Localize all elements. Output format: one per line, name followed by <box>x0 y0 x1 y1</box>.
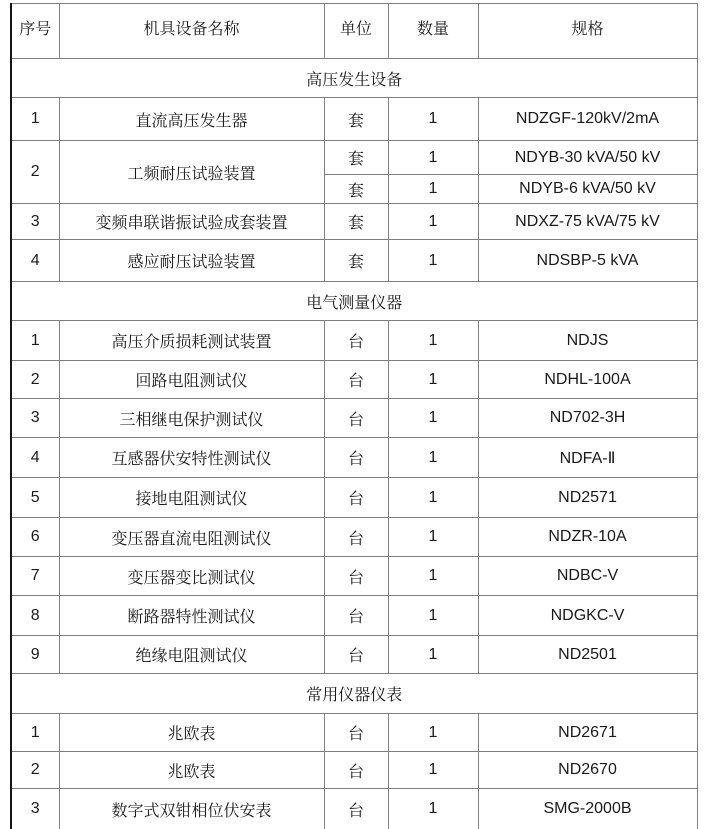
quantity-cell: 1 <box>388 240 478 282</box>
spec-cell: NDZGF-120kV/2mA <box>478 98 697 141</box>
row-serial-cell: 5 <box>11 478 59 518</box>
table-row <box>11 557 697 596</box>
unit-cell: 台 <box>324 518 388 557</box>
quantity-cell: 1 <box>388 141 478 175</box>
spec-cell: NDYB-30 kVA/50 kV <box>478 141 697 175</box>
unit-cell: 台 <box>324 557 388 596</box>
equipment-name-cell: 断路器特性测试仪 <box>59 596 324 636</box>
row-serial-cell: 4 <box>11 240 59 282</box>
spec-cell: NDGKC-V <box>478 596 697 636</box>
quantity-cell: 1 <box>388 596 478 636</box>
unit-cell: 台 <box>324 438 388 478</box>
spec-cell: NDHL-100A <box>478 361 697 399</box>
row-serial-cell: 8 <box>11 596 59 636</box>
spec-cell: NDBC-V <box>478 557 697 596</box>
equipment-name-cell: 变频串联谐振试验成套装置 <box>59 204 324 240</box>
section-row <box>11 59 697 98</box>
equipment-name-cell: 数字式双钳相位伏安表 <box>59 789 324 829</box>
table-row <box>11 204 697 240</box>
section-row <box>11 282 697 321</box>
spec-cell: ND2671 <box>478 714 697 752</box>
spec-cell: SMG-2000B <box>478 789 697 829</box>
unit-cell: 台 <box>324 636 388 674</box>
quantity-cell: 1 <box>388 557 478 596</box>
table-row <box>11 141 697 175</box>
table-row <box>11 789 697 829</box>
unit-cell: 台 <box>324 752 388 789</box>
col-header-serial: 序号 <box>11 4 59 59</box>
table-row <box>11 240 697 282</box>
quantity-cell: 1 <box>388 361 478 399</box>
col-header-spec: 规格 <box>478 4 697 59</box>
equipment-name-cell: 绝缘电阻测试仪 <box>59 636 324 674</box>
section-row <box>11 674 697 714</box>
unit-cell: 台 <box>324 596 388 636</box>
row-serial-cell: 1 <box>11 714 59 752</box>
row-serial-cell: 3 <box>11 399 59 438</box>
table-row <box>11 518 697 557</box>
table-row <box>11 752 697 789</box>
table-row <box>11 361 697 399</box>
table-header-row <box>11 4 697 59</box>
unit-cell: 台 <box>324 321 388 361</box>
equipment-name-cell: 兆欧表 <box>59 714 324 752</box>
quantity-cell: 1 <box>388 321 478 361</box>
row-serial-cell: 2 <box>11 361 59 399</box>
spec-cell: NDZR-10A <box>478 518 697 557</box>
unit-cell: 套 <box>324 204 388 240</box>
row-serial-cell: 3 <box>11 204 59 240</box>
unit-cell: 台 <box>324 399 388 438</box>
unit-cell: 台 <box>324 789 388 829</box>
unit-cell: 套 <box>324 141 388 175</box>
unit-cell: 套 <box>324 240 388 282</box>
equipment-name-cell: 互感器伏安特性测试仪 <box>59 438 324 478</box>
row-serial-cell: 2 <box>11 752 59 789</box>
unit-cell: 台 <box>324 478 388 518</box>
table-row <box>11 399 697 438</box>
equipment-name-cell: 直流高压发生器 <box>59 98 324 141</box>
row-serial-cell: 2 <box>11 141 59 204</box>
equipment-name-cell: 三相继电保护测试仪 <box>59 399 324 438</box>
col-header-unit: 单位 <box>324 4 388 59</box>
unit-cell: 台 <box>324 361 388 399</box>
spec-cell: ND702-3H <box>478 399 697 438</box>
quantity-cell: 1 <box>388 98 478 141</box>
equipment-name-cell: 感应耐压试验装置 <box>59 240 324 282</box>
col-header-equipment-name: 机具设备名称 <box>59 4 324 59</box>
equipment-name-cell: 工频耐压试验装置 <box>59 141 324 204</box>
quantity-cell: 1 <box>388 204 478 240</box>
equipment-name-cell: 变压器直流电阻测试仪 <box>59 518 324 557</box>
spec-cell: ND2501 <box>478 636 697 674</box>
spec-cell: ND2571 <box>478 478 697 518</box>
quantity-cell: 1 <box>388 399 478 438</box>
quantity-cell: 1 <box>388 175 478 204</box>
spec-cell: NDXZ-75 kVA/75 kV <box>478 204 697 240</box>
row-serial-cell: 3 <box>11 789 59 829</box>
quantity-cell: 1 <box>388 478 478 518</box>
col-header-quantity: 数量 <box>388 4 478 59</box>
section-title: 高压发生设备 <box>11 59 697 98</box>
row-serial-cell: 4 <box>11 438 59 478</box>
row-serial-cell: 7 <box>11 557 59 596</box>
quantity-cell: 1 <box>388 789 478 829</box>
spec-cell: NDYB-6 kVA/50 kV <box>478 175 697 204</box>
section-title: 电气测量仪器 <box>11 282 697 321</box>
equipment-table <box>10 3 698 829</box>
table-row <box>11 98 697 141</box>
unit-cell: 套 <box>324 175 388 204</box>
row-serial-cell: 1 <box>11 321 59 361</box>
table-row <box>11 478 697 518</box>
quantity-cell: 1 <box>388 714 478 752</box>
equipment-name-cell: 高压介质损耗测试装置 <box>59 321 324 361</box>
equipment-name-cell: 变压器变比测试仪 <box>59 557 324 596</box>
table-row <box>11 438 697 478</box>
quantity-cell: 1 <box>388 438 478 478</box>
quantity-cell: 1 <box>388 752 478 789</box>
table-row <box>11 321 697 361</box>
table-row <box>11 596 697 636</box>
quantity-cell: 1 <box>388 518 478 557</box>
spec-cell: ND2670 <box>478 752 697 789</box>
row-serial-cell: 9 <box>11 636 59 674</box>
spec-cell: NDSBP-5 kVA <box>478 240 697 282</box>
row-serial-cell: 6 <box>11 518 59 557</box>
section-title: 常用仪器仪表 <box>11 674 697 714</box>
row-serial-cell: 1 <box>11 98 59 141</box>
quantity-cell: 1 <box>388 636 478 674</box>
spec-cell: NDJS <box>478 321 697 361</box>
table-row <box>11 636 697 674</box>
unit-cell: 套 <box>324 98 388 141</box>
table-row <box>11 714 697 752</box>
spec-cell: NDFA-Ⅱ <box>478 438 697 478</box>
unit-cell: 台 <box>324 714 388 752</box>
equipment-name-cell: 回路电阻测试仪 <box>59 361 324 399</box>
equipment-name-cell: 兆欧表 <box>59 752 324 789</box>
equipment-name-cell: 接地电阻测试仪 <box>59 478 324 518</box>
